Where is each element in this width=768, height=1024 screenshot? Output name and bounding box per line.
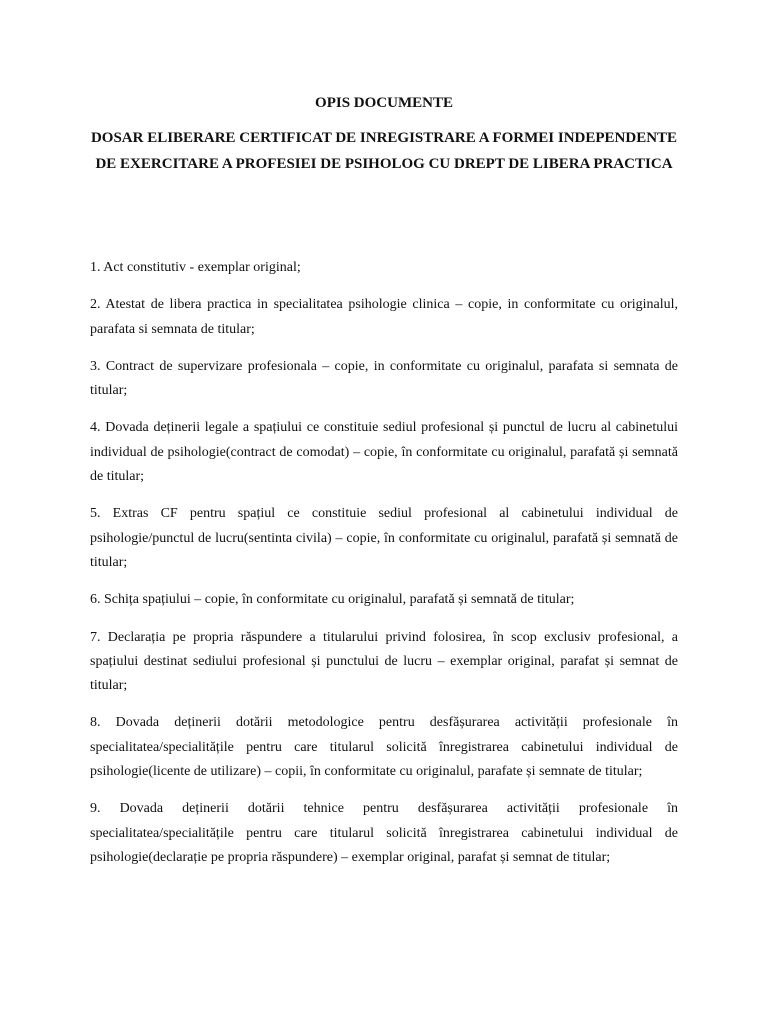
document-title: OPIS DOCUMENTE — [315, 95, 453, 111]
list-item: 4. Dovada deținerii legale a spațiului ce constituie sediul profesional și punctul de lucru al cabinetului individual de psihologie(contract de comodat) – copie, în conformitate cu originalul, parafată și semnată de titular; — [90, 420, 678, 485]
list-item: 2. Atestat de libera practica in specialitatea psihologie clinica – copie, in conformitate cu originalul, parafata si semnata de titular; — [90, 297, 678, 337]
document-subtitle: DOSAR ELIBERARE CERTIFICAT DE INREGISTRARE A FORMEI INDEPENDENTE DE EXERCITARE A PROFESIEI DE PSIHOLOG CU DREPT DE LIBERA PRACTICA — [90, 130, 678, 172]
list-item: 7. Declarația pe propria răspundere a titularului privind folosirea, în scop exclusiv profesional, a spațiului destinat sediului profesional și punctului de lucru – exemplar original, parafat și semnat de titular; — [90, 629, 678, 694]
list-item: 3. Contract de supervizare profesionala – copie, in conformitate cu originalul, parafata si semnata de titular; — [90, 358, 678, 399]
document-list — [90, 256, 678, 883]
list-item: 8. Dovada deținerii dotării metodologice pentru desfășurarea activității profesionale în specialitatea/specialitățile pentru care titularul solicită înregistrarea cabinetului individual de psihologie(licente de utilizare) – copii, în conformitate cu originalul, parafate și semnate de titular; — [90, 715, 678, 780]
list-item: 9. Dovada deținerii dotării tehnice pentru desfășurarea activității profesionale în specialitatea/specialitățile pentru care titularul solicită înregistrarea cabinetului individual de psihologie(declarație pe propria răspundere) – exemplar original, parafat și semnat de titular; — [90, 801, 678, 865]
list-item: 6. Schița spațiului – copie, în conformitate cu originalul, parafată și semnată de titular; — [90, 592, 575, 608]
list-item: 5. Extras CF pentru spațiul ce constituie sediul profesional al cabinetului individual de psihologie/punctul de lucru(sentinta civila) – copie, în conformitate cu originalul, parafată și semnată de titular; — [90, 506, 678, 570]
list-item: 1. Act constitutiv - exemplar original; — [90, 260, 301, 275]
